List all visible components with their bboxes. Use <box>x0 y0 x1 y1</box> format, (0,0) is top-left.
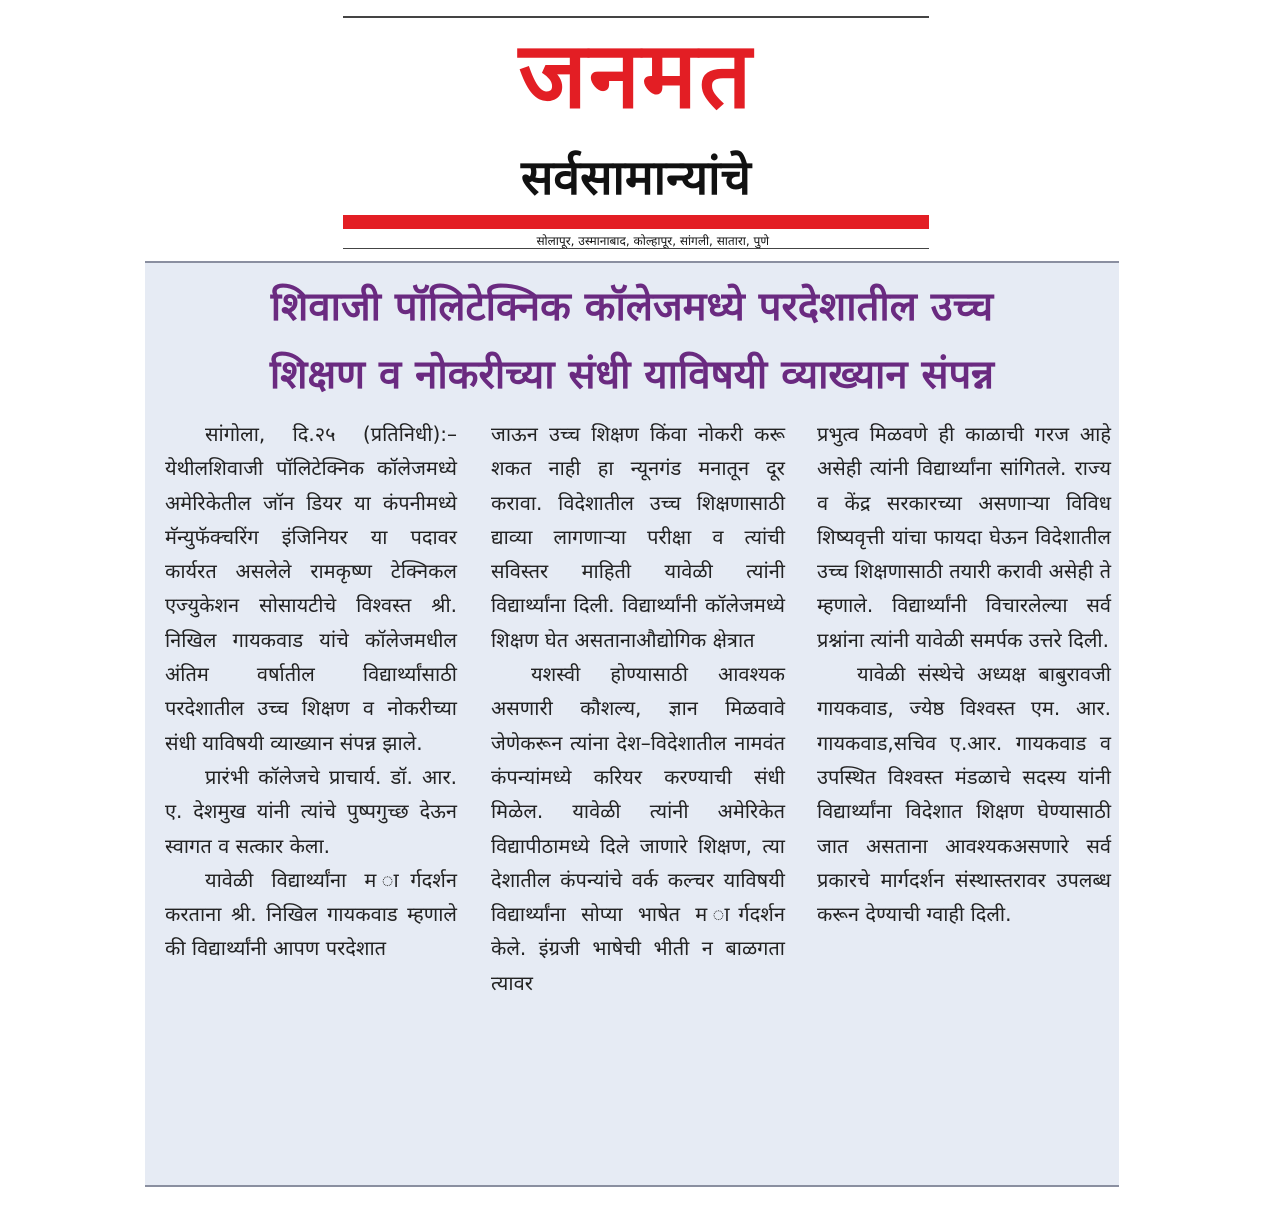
article-paragraph: प्रारंभी कॉलेजचे प्राचार्य. डॉ. आर. ए. देशमुख यांनी त्यांचे पुष्पगुच्छ देऊन स्वागत व सत्कार केला. <box>165 764 457 858</box>
masthead-top-rule <box>343 16 929 18</box>
article-paragraph: प्रभुत्व मिळवणे ही काळाची गरज आहे असेही त्यांनी विद्यार्थ्यांना सांगितले. राज्य व केंद्र सरकारच्या असणाऱ्या विविध शिष्यवृत्ती यांचा फायदा घेऊन विदेशातील उच्च शिक्षणासाठी तयारी करावी असेही ते म्हणाले. विद्यार्थ्यांनी विचारलेल्या सर्व प्रश्नांना त्यांनी यावेळी समर्पक उत्तरे दिली. <box>817 422 1111 652</box>
article-column-3 <box>817 417 1111 1177</box>
article-paragraph: जाऊन उच्च शिक्षण किंवा नोकरी करू शकत नाही हा न्यूनगंड मनातून दूर करावा. विदेशातील उच्च शिक्षणासाठी द्याव्या लागणाऱ्या परीक्षा व त्यांची सविस्तर माहिती यावेळी त्यांनी विद्यार्थ्यांना दिली. विद्यार्थ्यांनी कॉलेजमध्ये शिक्षण घेत असतानाऔद्योगिक क्षेत्रात <box>491 422 785 652</box>
article-headline-line-1: शिवाजी पॉलिटेक्निक कॉलेजमध्ये परदेशातील उच्च <box>270 284 994 330</box>
article-paragraph: यावेळी विद्यार्थ्यांना म ार्गदर्शन करताना श्री. निखिल गायकवाड म्हणाले की विद्यार्थ्यांनी आपण परदेशात <box>165 867 457 961</box>
newspaper-masthead <box>343 16 929 249</box>
masthead-red-bar <box>343 215 929 229</box>
news-article <box>145 261 1119 1187</box>
article-column-1 <box>165 417 457 1177</box>
article-column-2 <box>491 417 785 1177</box>
masthead-bottom-rule <box>343 248 929 249</box>
article-paragraph: सांगोला, दि.२५ (प्रतिनिधी):– येथीलशिवाजी पॉलिटेक्निक कॉलेजमध्ये अमेरिकेतील जॉन डियर या कंपनीमध्ये मॅन्युफॅक्चरिंग इंजिनियर या पदावर कार्यरत असलेले रामकृष्ण टेक्निकल एज्युकेशन सोसायटीचे विश्वस्त श्री. निखिल गायकवाड यांचे कॉलेजमधील अंतिम वर्षातील विद्यार्थ्यांसाठी परदेशातील उच्च शिक्षण व नोकरीच्या संधी याविषयी व्याख्यान संपन्न झाले. <box>165 422 457 755</box>
article-headline-line-2: शिक्षण व नोकरीच्या संधी याविषयी व्याख्यान संपन्न <box>269 352 995 398</box>
article-paragraph: यशस्वी होण्यासाठी आवश्यक असणारी कौशल्य, ज्ञान मिळवावे जेणेकरून त्यांना देश–विदेशातील नामवंत कंपन्यांमध्ये करियर करण्याची संधी मिळेल. यावेळी त्यांनी अमेरिकेत विद्यापीठामध्ये दिले जाणारे शिक्षण, त्या देशातील कंपन्यांचे वर्क कल्चर याविषयी विद्यार्थ्यांना सोप्या भाषेत म ार्गदर्शन केले. इंग्रजी भाषेची भीती न बाळगता त्यावर <box>491 662 785 995</box>
newspaper-logo-subtitle: सर्वसामान्यांचे <box>520 150 752 206</box>
article-paragraph: यावेळी संस्थेचे अध्यक्ष बाबुरावजी गायकवाड, ज्येष्ठ विश्वस्त एम. आर. गायकवाड,सचिव ए.आर. गायकवाड व उपस्थित विश्वस्त मंडळाचे सदस्य यांनी विद्यार्थ्यांना विदेशात शिक्षण घेण्यासाठी जात असताना आवश्यकअसणारे सर्व प्रकारचे मार्गदर्शन संस्थास्तरावर उपलब्ध करून देण्याची ग्वाही दिली. <box>817 662 1111 927</box>
masthead-editions: सोलापूर, उस्मानाबाद, कोल्हापूर, सांगली, सातारा, पुणे <box>536 234 769 248</box>
newspaper-logo-title: जनमत <box>518 22 754 129</box>
